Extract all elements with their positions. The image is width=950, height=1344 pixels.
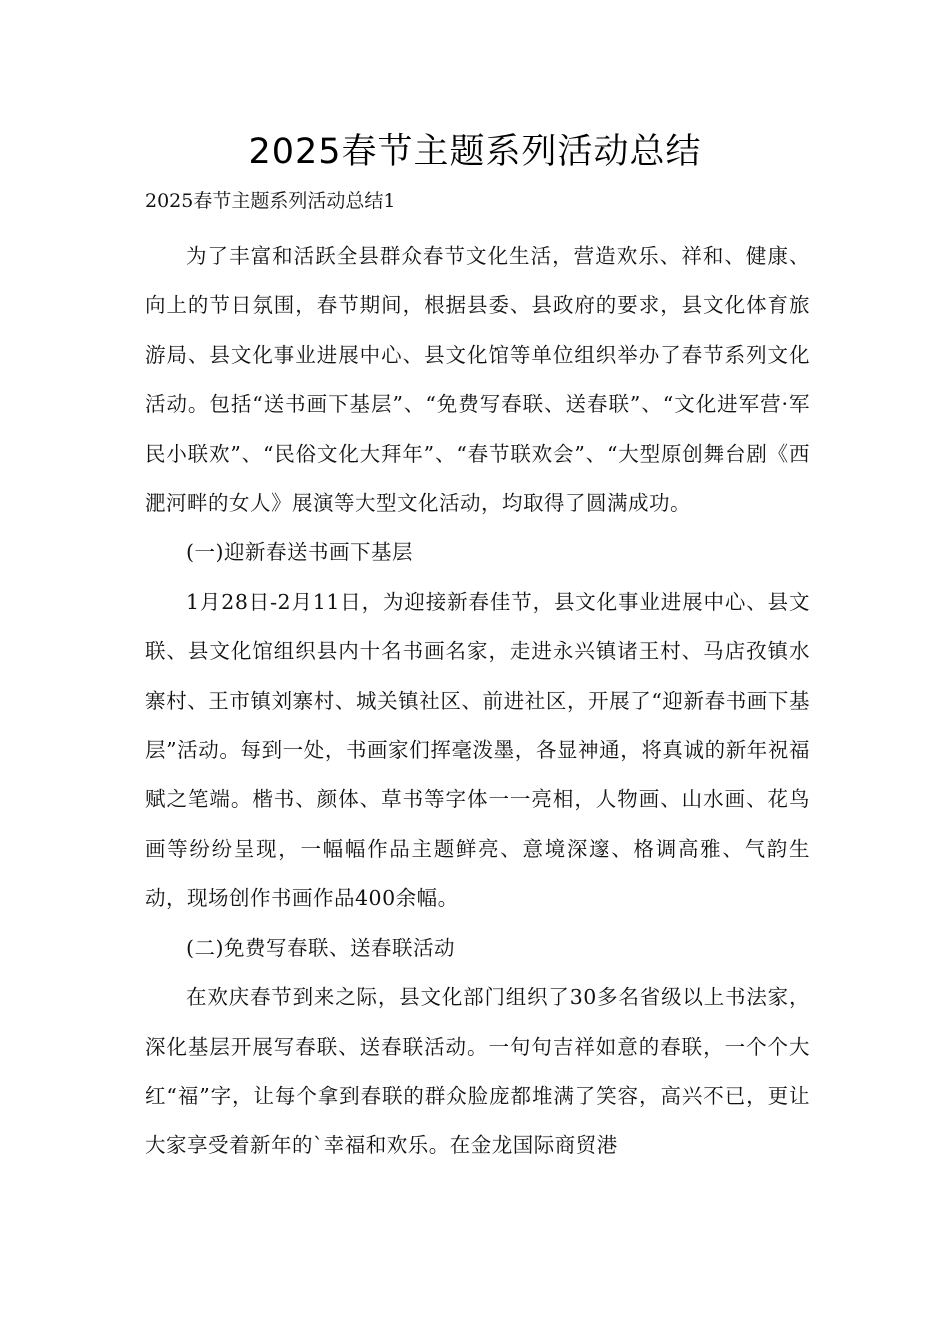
section-paragraph-2: 在欢庆春节到来之际，县文化部门组织了30多名省级以上书法家，深化基层开展写春联、送春联活动。一句句吉祥如意的春联，一个个大红“福”字，让每个拿到春联的群众脸庞都堆满了笑容，高兴不已，更让大家享受着新年的`幸福和欢乐。在金龙国际商贸港	[145, 985, 810, 1158]
intro-paragraph: 为了丰富和活跃全县群众春节文化生活，营造欢乐、祥和、健康、向上的节日氛围，春节期间，根据县委、县政府的要求，县文化体育旅游局、县文化事业进展中心、县文化馆等单位组织举办了春节系列文化活动。包括“送书画下基层”、“免费写春联、送春联”、“文化进军营·军民小联欢”、“民俗文化大拜年”、“春节联欢会”、“大型原创舞台剧《西淝河畔的女人》展演等大型文化活动，均取得了圆满成功。	[145, 244, 810, 516]
section-paragraph-1: 1月28日-2月11日，为迎接新春佳节，县文化事业进展中心、县文联、县文化馆组织县内十名书画名家，走进永兴镇诸王村、马店孜镇水寨村、王市镇刘寨村、城关镇社区、前进社区，开展了“迎新春书画下基层”活动。每到一处，书画家们挥毫泼墨，各显神通，将真诚的新年祝福赋之笔端。楷书、颜体、草书等字体一一亮相，人物画、山水画、花鸟画等纷纷呈现，一幅幅作品主题鲜亮、意境深邃、格调高雅、气韵生动，现场创作书画作品400余幅。	[145, 589, 810, 911]
document-body	[145, 232, 810, 1171]
document-title: 2025春节主题系列活动总结	[248, 132, 702, 172]
section-heading-2: (二)免费写春联、送春联活动	[186, 935, 455, 960]
section-heading-1: (一)迎新春送书画下基层	[186, 540, 413, 565]
document-subtitle: 2025春节主题系列活动总结1	[145, 190, 396, 212]
